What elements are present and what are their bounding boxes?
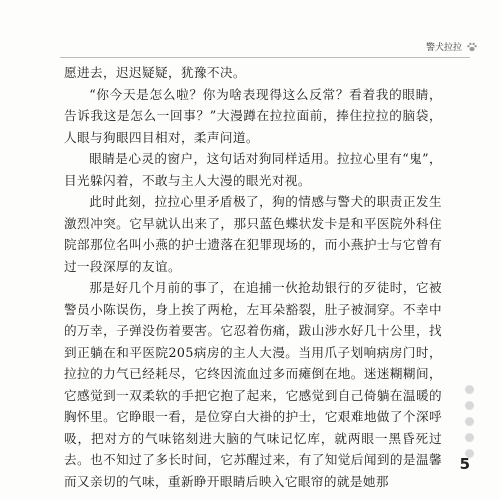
header-rule [60, 57, 470, 58]
side-dots-decoration [465, 385, 474, 458]
decor-dot [465, 401, 474, 410]
page-number: 5 [459, 455, 470, 473]
decor-dot [465, 385, 474, 394]
paragraph: 此时此刻，拉拉心里矛盾极了，狗的情感与警犬的职责正发生激烈冲突。它早就认出来了，那只蓝色蝶状发卡是和平医院外科住院部那位名叫小燕的护士遗落在犯罪现场的，而小燕护士与它曾有过一段深厚的友谊。 [64, 194, 442, 274]
decor-dot [465, 433, 474, 442]
body-text [64, 62, 442, 492]
paw-icon [466, 41, 478, 53]
paragraph: 眼睛是心灵的窗户，这句话对狗同样适用。拉拉心里有“鬼”，目光躲闪着，不敢与主人大漫的眼光对视。 [64, 151, 442, 188]
decor-dot [465, 417, 474, 426]
running-title: 警犬拉拉 [425, 43, 462, 53]
paragraph: “你今天是怎么啦？你为啥表现得这么反常？看着我的眼睛，告诉我这是怎么一回事？”大漫蹲在拉拉面前，捧住拉拉的脑袋，人眼与狗眼四目相对，柔声问道。 [64, 86, 442, 145]
paragraph: 那是好几个月前的事了，在追捕一伙抢劫银行的歹徒时，它被警员小陈误伤，身上挨了两枪，左耳朵豁裂，肚子被洞穿。不幸中的万幸，子弹没伤着要害。它忍着伤痛，跋山涉水好几十公里，找到正躺在和平医院205病房的主人大漫。当用爪子划响病房门时，拉拉的力气已经耗尽，它终因流血过多而瘫倒在地。迷迷糊糊间，它感觉到一双柔软的手把它抱了起来，它感觉到自己倚躺在温暖的胸怀里。它睁眼一看，是位穿白大褂的护士，它艰难地做了个深呼吸，把对方的气味铭刻进大脑的气味记忆库，就两眼一黑昏死过去。也不知过了多长时间，它苏醒过来，有了知觉后闻到的是温馨而又亲切的气味，重新睁开眼睛后映入它眼帘的就是她那 [64, 280, 442, 489]
paragraph-continued: 愿进去，迟迟疑疑，犹豫不决。 [64, 65, 246, 80]
running-header [426, 40, 478, 53]
